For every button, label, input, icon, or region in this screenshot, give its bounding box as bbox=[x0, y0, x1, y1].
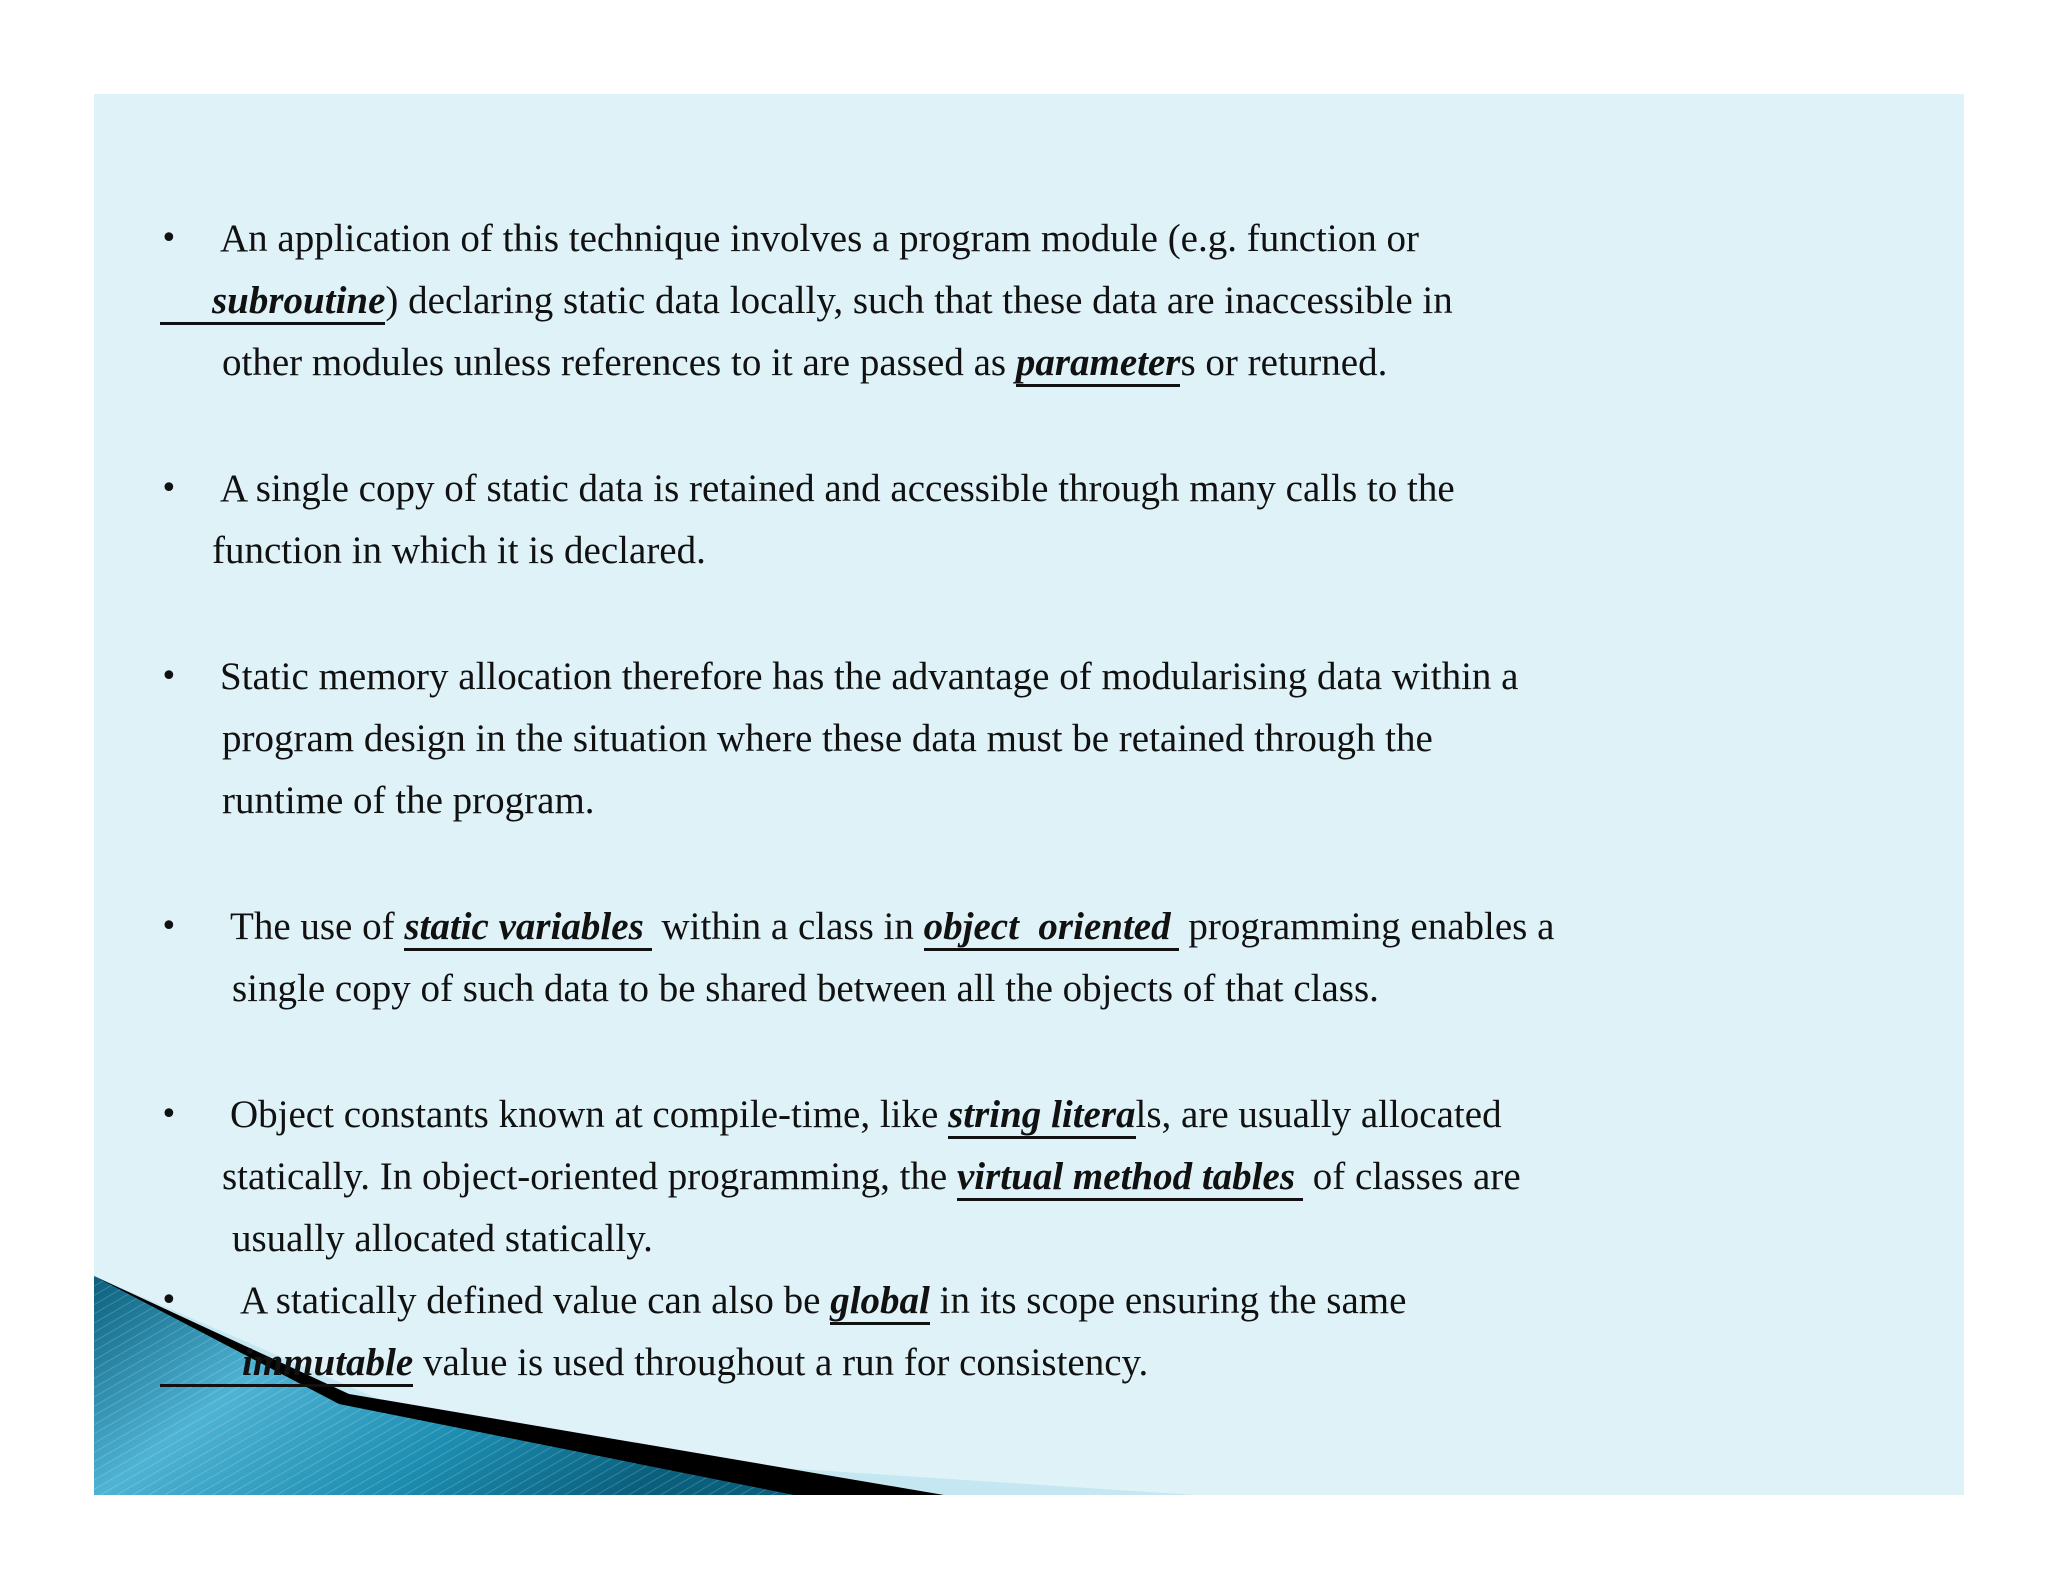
bullet-6-line-1 bbox=[240, 1278, 1406, 1325]
text-run: value is used throughout a run for consistency. bbox=[413, 1341, 1149, 1384]
text-run: ls, are usually allocated bbox=[1135, 1093, 1502, 1136]
text-run: programming enables a bbox=[1178, 905, 1555, 948]
bullet-3-line-2 bbox=[222, 716, 1433, 762]
bullet-5-line-2 bbox=[222, 1154, 1521, 1201]
text-run: Object constants known at compile-time, like bbox=[230, 1093, 949, 1136]
text-run: single copy of such data to be shared between all the objects of that class. bbox=[232, 967, 1379, 1010]
bullet-marker: • bbox=[160, 1097, 178, 1132]
text-run: within a class in bbox=[651, 905, 924, 948]
bullet-marker: • bbox=[160, 471, 178, 506]
slide bbox=[94, 94, 1964, 1495]
text-run: program design in the situation where these data must be retained through the bbox=[222, 717, 1433, 760]
bullet-marker: • bbox=[160, 221, 178, 256]
bullet-1-line-3 bbox=[222, 340, 1387, 387]
text-run: runtime of the program. bbox=[222, 779, 595, 822]
keyword-static-variables: static variables bbox=[404, 906, 651, 951]
bullet-5-line-3 bbox=[232, 1216, 653, 1262]
keyword-string-literal: string litera bbox=[948, 1094, 1135, 1139]
bullet-4-line-1 bbox=[230, 904, 1554, 951]
keyword-global: global bbox=[830, 1280, 930, 1325]
text-run: statically. In object-oriented programming, the bbox=[222, 1155, 957, 1198]
text-run: in its scope ensuring the same bbox=[929, 1279, 1407, 1322]
text-run: A statically defined value can also be bbox=[240, 1279, 831, 1322]
text-run: s or returned. bbox=[1180, 341, 1388, 384]
bullet-2-line-2 bbox=[212, 528, 706, 574]
bullet-marker: • bbox=[160, 659, 178, 694]
keyword-parameter: parameter bbox=[1016, 342, 1181, 387]
bullet-3-line-3 bbox=[222, 778, 595, 824]
text-run: function in which it is declared. bbox=[212, 529, 706, 572]
text-run: ) declaring static data locally, such that these data are inaccessible in bbox=[385, 279, 1453, 322]
keyword-virtual-method-tables: virtual method tables bbox=[957, 1156, 1303, 1201]
bullet-3-line-1 bbox=[220, 654, 1518, 700]
text-run: other modules unless references to it are passed as bbox=[222, 341, 1016, 384]
text-run: The use of bbox=[230, 905, 405, 948]
text-run: of classes are bbox=[1303, 1155, 1521, 1198]
bullet-marker: • bbox=[160, 1283, 178, 1318]
bullet-6-line-2 bbox=[160, 1340, 1148, 1387]
bullet-1-line-2 bbox=[160, 278, 1453, 325]
keyword-subroutine: subroutine bbox=[160, 280, 385, 325]
keyword-object-oriented: object oriented bbox=[924, 906, 1179, 951]
bullet-5-line-1 bbox=[230, 1092, 1502, 1139]
text-run: A single copy of static data is retained and accessible through many calls to the bbox=[220, 467, 1455, 510]
bullet-1-line-1 bbox=[220, 216, 1419, 262]
bullet-4-line-2 bbox=[232, 966, 1379, 1012]
bullet-marker: • bbox=[160, 909, 178, 944]
keyword-immutable: immutable bbox=[160, 1342, 413, 1387]
bullet-2-line-1 bbox=[220, 466, 1455, 512]
text-run: Static memory allocation therefore has the advantage of modularising data within a bbox=[220, 655, 1519, 698]
bullet-list bbox=[94, 94, 1964, 1495]
text-run: usually allocated statically. bbox=[232, 1217, 653, 1260]
text-run: An application of this technique involves a program module (e.g. function or bbox=[220, 217, 1419, 260]
